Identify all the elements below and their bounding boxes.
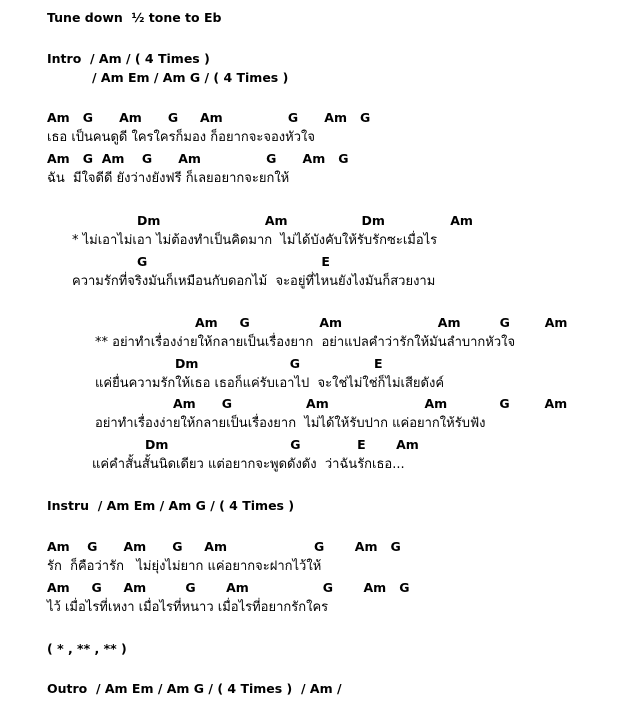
- verse1-chords-2: Am G Am G Am G Am G: [47, 151, 349, 166]
- chorus1-lyrics-1: * ไม่เอาไม่เอา ไม่ต้องทำเป็นคิดมาก ไม่ได้บังคับให้รับรักซะเมื่อไร: [72, 233, 438, 248]
- outro-line: Outro / Am Em / Am G / ( 4 Times ) / Am /: [47, 681, 342, 696]
- chorus2-lyrics-4: แค่คำสั้นสั้นนิดเดียว แต่อยากจะพูดดังดัง ว่าฉันรักเธอ...: [92, 457, 405, 472]
- chorus2-lyrics-1: ** อย่าทำเรื่องง่ายให้กลายเป็นเรื่องยาก อย่าแปลคำว่ารักให้มันลำบากหัวใจ: [95, 335, 516, 350]
- verse1-lyrics-1: เธอ เป็นคนดูดี ใครใครก็มอง ก็อยากจะจองหัวใจ: [47, 130, 315, 145]
- verse2-chords-1: Am G Am G Am G Am G: [47, 539, 401, 554]
- chorus1-chords-2: G E: [137, 254, 330, 269]
- chorus2-chords-1: Am G Am Am G Am: [195, 315, 568, 330]
- repeat-marker: ( * , ** , ** ): [47, 641, 127, 656]
- verse1-chords-1: Am G Am G Am G Am G: [47, 110, 371, 125]
- chorus1-chords-1: Dm Am Dm Am: [137, 213, 473, 228]
- chorus2-chords-3: Am G Am Am G Am: [173, 396, 568, 411]
- tuning-note: Tune down ½ tone to Eb: [47, 10, 222, 25]
- chorus2-lyrics-2: แค่ยื่นความรักให้เธอ เธอก็แค่รับเอาไป จะใช่ไม่ใช่ก็ไม่เสียดังค์: [95, 376, 445, 391]
- chorus2-chords-2: Dm G E: [175, 356, 383, 371]
- verse2-lyrics-2: ไว้ เมื่อไรที่เหงา เมื่อไรที่หนาว เมื่อไรที่อยากรักใคร: [47, 600, 329, 615]
- instru-line: Instru / Am Em / Am G / ( 4 Times ): [47, 498, 295, 513]
- verse2-lyrics-1: รัก ก็คือว่ารัก ไม่ยุ่งไม่ยาก แค่อยากจะฝากไว้ให้: [47, 559, 322, 574]
- chorus2-chords-4: Dm G E Am: [145, 437, 419, 452]
- chorus1-lyrics-2: ความรักที่จริงมันก็เหมือนกับดอกไม้ จะอยู่ที่ไหนยังไงมันก็สวยงาม: [72, 274, 436, 289]
- intro-line-1: Intro / Am / ( 4 Times ): [47, 51, 210, 66]
- intro-line-2: / Am Em / Am G / ( 4 Times ): [92, 70, 289, 85]
- chorus2-lyrics-3: อย่าทำเรื่องง่ายให้กลายเป็นเรื่องยาก ไม่ได้ให้รับปาก แค่อยากให้รับฟัง: [95, 416, 486, 431]
- verse1-lyrics-2: ฉัน มีใจดีดี ยังว่างยังฟรี ก็เลยอยากจะยกให้: [47, 171, 290, 186]
- verse2-chords-2: Am G Am G Am G Am G: [47, 580, 410, 595]
